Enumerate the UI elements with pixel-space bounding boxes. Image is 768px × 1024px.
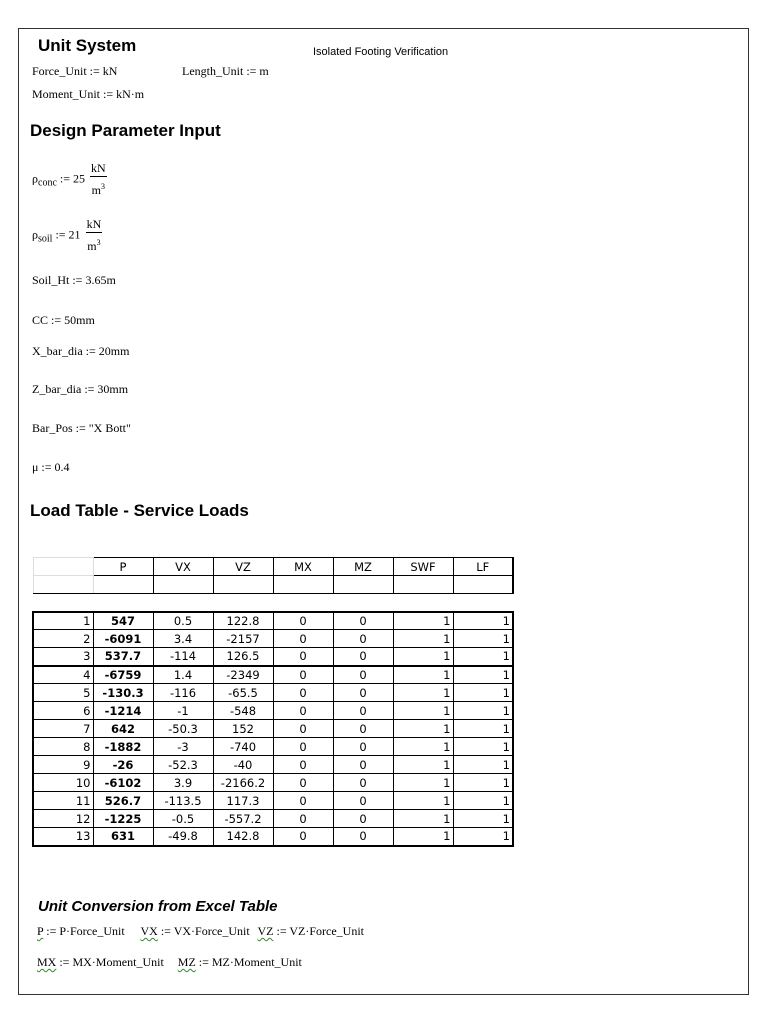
- row-index: 6: [33, 702, 93, 720]
- table-row: [33, 630, 513, 648]
- unit-denominator: $m^3$: [91, 182, 105, 197]
- conversion-line-1: [37, 924, 364, 939]
- cell-swf[interactable]: 1: [393, 828, 453, 846]
- cell-vz[interactable]: -548: [213, 702, 273, 720]
- cell-swf[interactable]: 1: [393, 648, 453, 666]
- spacer: [93, 594, 153, 612]
- cell-mz[interactable]: 0: [333, 666, 393, 684]
- cell-swf[interactable]: 1: [393, 756, 453, 774]
- rho-conc-symbol: ρ: [32, 171, 38, 186]
- cell-mx[interactable]: 0: [273, 720, 333, 738]
- cell-vz[interactable]: 117.3: [213, 792, 273, 810]
- section-title-design-parameters: Design Parameter Input: [30, 121, 221, 140]
- mx-variable[interactable]: MX: [37, 955, 57, 969]
- cell-swf[interactable]: 1: [393, 612, 453, 630]
- cell-swf[interactable]: 1: [393, 792, 453, 810]
- cell-vz[interactable]: -2166.2: [213, 774, 273, 792]
- cell-mz[interactable]: 0: [333, 774, 393, 792]
- cell-lf[interactable]: 1: [453, 666, 513, 684]
- cell-p[interactable]: -26: [93, 756, 153, 774]
- column-header-p[interactable]: P: [93, 558, 153, 576]
- cell-lf[interactable]: 1: [453, 720, 513, 738]
- spacer: [33, 594, 93, 612]
- cell-mz[interactable]: 0: [333, 792, 393, 810]
- cell-mx[interactable]: 0: [273, 666, 333, 684]
- bar-position-definition[interactable]: Bar_Pos := "X Bott": [32, 421, 131, 435]
- cell-p[interactable]: 526.7: [93, 792, 153, 810]
- mz-variable[interactable]: MZ: [177, 955, 196, 969]
- cell-swf[interactable]: 1: [393, 702, 453, 720]
- cell-mz[interactable]: 0: [333, 756, 393, 774]
- rho-soil-definition[interactable]: [32, 218, 102, 253]
- cell-vx[interactable]: -3: [153, 738, 213, 756]
- cell-lf[interactable]: 1: [453, 756, 513, 774]
- cell-vz[interactable]: 122.8: [213, 612, 273, 630]
- document-title: Isolated Footing Verification: [313, 46, 449, 58]
- cell-lf[interactable]: 1: [453, 810, 513, 828]
- column-header-mz[interactable]: MZ: [333, 558, 393, 576]
- cell-lf[interactable]: 1: [453, 774, 513, 792]
- cell-mx[interactable]: 0: [273, 792, 333, 810]
- cell-mz[interactable]: 0: [333, 810, 393, 828]
- cell-vx[interactable]: 3.9: [153, 774, 213, 792]
- column-header-swf[interactable]: SWF: [393, 558, 453, 576]
- row-index: 8: [33, 738, 93, 756]
- cell-mx[interactable]: 0: [273, 702, 333, 720]
- row-index: 7: [33, 720, 93, 738]
- section-title-load-table: Load Table - Service Loads: [30, 501, 249, 520]
- length-unit-definition[interactable]: Length_Unit := m: [182, 64, 269, 78]
- spacer: [273, 594, 333, 612]
- mx-conversion: := MX·Moment_Unit: [56, 955, 164, 969]
- force-unit-definition[interactable]: Force_Unit := kN: [32, 64, 118, 78]
- spacer: [393, 594, 453, 612]
- cell-p[interactable]: -130.3: [93, 684, 153, 702]
- rho-conc-subscript: conc: [38, 177, 57, 189]
- spacer: [453, 594, 513, 612]
- cell-mz[interactable]: 0: [333, 630, 393, 648]
- cell-swf[interactable]: 1: [393, 666, 453, 684]
- cell-mx[interactable]: 0: [273, 612, 333, 630]
- friction-coefficient-definition[interactable]: μ := 0.4: [32, 460, 70, 474]
- z-bar-dia-definition[interactable]: Z_bar_dia := 30mm: [32, 382, 129, 396]
- table-row: [33, 702, 513, 720]
- cell-vx[interactable]: 3.4: [153, 630, 213, 648]
- cell-vx[interactable]: -52.3: [153, 756, 213, 774]
- column-header-lf[interactable]: LF: [453, 558, 513, 576]
- cell-swf[interactable]: 1: [393, 810, 453, 828]
- cell-mx[interactable]: 0: [273, 738, 333, 756]
- cell-mz[interactable]: 0: [333, 720, 393, 738]
- cell-mx[interactable]: 0: [273, 648, 333, 666]
- rho-soil-value: := 21: [52, 227, 81, 242]
- cell-mx[interactable]: 0: [273, 756, 333, 774]
- cell-lf[interactable]: 1: [453, 630, 513, 648]
- units-cell[interactable]: [213, 576, 273, 594]
- vx-variable[interactable]: VX: [140, 924, 158, 938]
- cell-mx[interactable]: 0: [273, 810, 333, 828]
- cell-mx[interactable]: 0: [273, 630, 333, 648]
- row-index: 9: [33, 756, 93, 774]
- cell-vx[interactable]: -0.5: [153, 810, 213, 828]
- table-corner: [33, 558, 93, 576]
- mz-conversion: := MZ·Moment_Unit: [195, 955, 302, 969]
- spacer: [333, 594, 393, 612]
- units-cell[interactable]: [273, 576, 333, 594]
- conversion-line-2: [37, 955, 302, 970]
- table-row: [33, 738, 513, 756]
- cell-mx[interactable]: 0: [273, 828, 333, 846]
- cell-p[interactable]: -6091: [93, 630, 153, 648]
- cell-p[interactable]: -1882: [93, 738, 153, 756]
- cell-swf[interactable]: 1: [393, 684, 453, 702]
- moment-unit-definition[interactable]: Moment_Unit := kN·m: [32, 87, 145, 101]
- row-index: 4: [33, 666, 93, 684]
- table-row: [33, 792, 513, 810]
- units-cell[interactable]: [153, 576, 213, 594]
- clear-cover-definition[interactable]: CC := 50mm: [32, 313, 95, 327]
- cell-p[interactable]: -6102: [93, 774, 153, 792]
- table-row: [33, 648, 513, 666]
- cell-vx[interactable]: 1.4: [153, 666, 213, 684]
- cell-mz[interactable]: 0: [333, 612, 393, 630]
- cell-lf[interactable]: 1: [453, 702, 513, 720]
- cell-lf[interactable]: 1: [453, 738, 513, 756]
- cell-vz[interactable]: -40: [213, 756, 273, 774]
- column-header-mx[interactable]: MX: [273, 558, 333, 576]
- cell-swf[interactable]: 1: [393, 774, 453, 792]
- table-row: [33, 612, 513, 630]
- table-row: [33, 666, 513, 684]
- cell-vz[interactable]: -740: [213, 738, 273, 756]
- rho-conc-unit-fraction: [90, 162, 107, 197]
- vz-variable[interactable]: VZ: [257, 924, 274, 938]
- cell-mz[interactable]: 0: [333, 828, 393, 846]
- cell-lf[interactable]: 1: [453, 684, 513, 702]
- cell-lf[interactable]: 1: [453, 648, 513, 666]
- cell-vz[interactable]: 142.8: [213, 828, 273, 846]
- row-index: 3: [33, 648, 93, 666]
- vx-conversion: := VX·Force_Unit: [157, 924, 250, 938]
- cell-mz[interactable]: 0: [333, 702, 393, 720]
- cell-vx[interactable]: -49.8: [153, 828, 213, 846]
- units-cell[interactable]: [453, 576, 513, 594]
- cell-lf[interactable]: 1: [453, 828, 513, 846]
- row-index: 10: [33, 774, 93, 792]
- cell-swf[interactable]: 1: [393, 630, 453, 648]
- cell-vx[interactable]: -114: [153, 648, 213, 666]
- cell-vx[interactable]: 0.5: [153, 612, 213, 630]
- units-row-corner: [33, 576, 93, 594]
- cell-mx[interactable]: 0: [273, 684, 333, 702]
- cell-vx[interactable]: -116: [153, 684, 213, 702]
- rho-soil-symbol: ρ: [32, 227, 38, 242]
- cell-swf[interactable]: 1: [393, 738, 453, 756]
- load-table[interactable]: [32, 557, 514, 847]
- cell-mz[interactable]: 0: [333, 648, 393, 666]
- cell-vz[interactable]: -2157: [213, 630, 273, 648]
- row-index: 5: [33, 684, 93, 702]
- table-row: [33, 756, 513, 774]
- units-cell[interactable]: [333, 576, 393, 594]
- cell-vz[interactable]: -65.5: [213, 684, 273, 702]
- column-header-vx[interactable]: VX: [153, 558, 213, 576]
- rho-conc-definition[interactable]: [32, 162, 107, 197]
- row-index: 13: [33, 828, 93, 846]
- cell-p[interactable]: 642: [93, 720, 153, 738]
- cell-vx[interactable]: -113.5: [153, 792, 213, 810]
- row-index: 11: [33, 792, 93, 810]
- unit-numerator: kN: [86, 217, 102, 231]
- unit-numerator: kN: [91, 161, 106, 175]
- spacer: [153, 594, 213, 612]
- cell-vz[interactable]: 126.5: [213, 648, 273, 666]
- cell-vz[interactable]: -557.2: [213, 810, 273, 828]
- cell-p[interactable]: 537.7: [93, 648, 153, 666]
- p-variable[interactable]: P: [37, 924, 44, 938]
- spacer: [213, 594, 273, 612]
- load-table-body: [33, 612, 513, 846]
- cell-vx[interactable]: -1: [153, 702, 213, 720]
- rho-conc-value: := 25: [56, 171, 85, 186]
- column-header-vz[interactable]: VZ: [213, 558, 273, 576]
- table-row: [33, 810, 513, 828]
- cell-p[interactable]: -1225: [93, 810, 153, 828]
- table-row: [33, 828, 513, 846]
- units-cell[interactable]: [93, 576, 153, 594]
- section-title-unit-system: Unit System: [38, 36, 137, 55]
- table-row: [33, 684, 513, 702]
- table-row: [33, 774, 513, 792]
- unit-denominator: $m^3$: [87, 238, 101, 253]
- cell-p[interactable]: 547: [93, 612, 153, 630]
- cell-vz[interactable]: 152: [213, 720, 273, 738]
- rho-soil-unit-fraction: [86, 218, 103, 253]
- cell-p[interactable]: -1214: [93, 702, 153, 720]
- cell-p[interactable]: 631: [93, 828, 153, 846]
- cell-p[interactable]: -6759: [93, 666, 153, 684]
- rho-soil-subscript: soil: [38, 233, 53, 245]
- x-bar-dia-definition[interactable]: X_bar_dia := 20mm: [32, 344, 130, 358]
- p-conversion: := P·Force_Unit: [43, 924, 125, 938]
- soil-height-definition[interactable]: Soil_Ht := 3.65m: [32, 273, 116, 287]
- vz-conversion: := VZ·Force_Unit: [273, 924, 365, 938]
- cell-lf[interactable]: 1: [453, 792, 513, 810]
- cell-swf[interactable]: 1: [393, 720, 453, 738]
- cell-mz[interactable]: 0: [333, 684, 393, 702]
- cell-mx[interactable]: 0: [273, 774, 333, 792]
- units-cell[interactable]: [393, 576, 453, 594]
- section-title-unit-conversion: Unit Conversion from Excel Table: [38, 898, 278, 915]
- table-row: [33, 720, 513, 738]
- cell-mz[interactable]: 0: [333, 738, 393, 756]
- cell-lf[interactable]: 1: [453, 612, 513, 630]
- row-index: 1: [33, 612, 93, 630]
- cell-vz[interactable]: -2349: [213, 666, 273, 684]
- cell-vx[interactable]: -50.3: [153, 720, 213, 738]
- row-index: 2: [33, 630, 93, 648]
- row-index: 12: [33, 810, 93, 828]
